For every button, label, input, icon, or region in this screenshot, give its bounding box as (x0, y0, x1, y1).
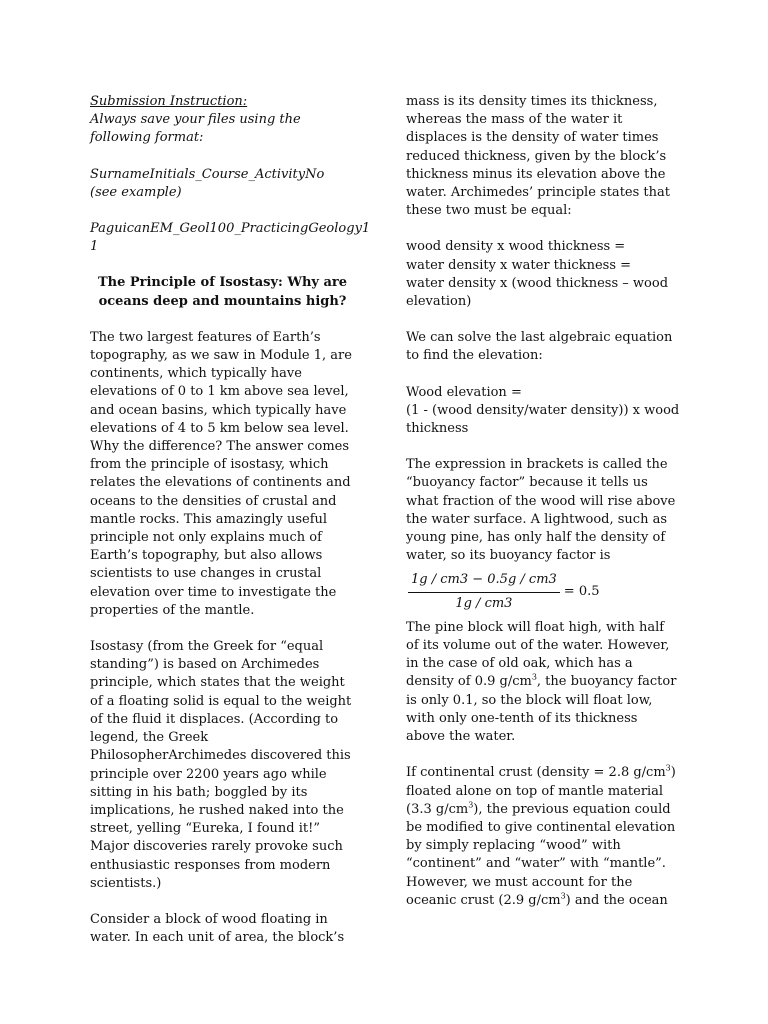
body-paragraph: mass is its density times its thickness, whereas the mass of the water it displaces is the density of water times reduced thickness, given by the block’s thickness minus its elevation above the water. Archimedes’ principle states that these two must be equal: (406, 94, 670, 219)
text-run: ) and the ocean (565, 892, 668, 908)
body-paragraph: The two largest features of Earth’s topography, as we saw in Module 1, are continents, which typically have elevations of 0 to 1 km above sea level, and ocean basins, which typically have elevations of 4 to 5 km below sea level. Why the difference? The answer comes from the principle of isostasy, which relates the elevations of continents and oceans to the densities of crustal and mantle rocks. This amazingly useful principle not only explains much of Earth’s topography, but also allows scientists to use changes in crustal elevation over time to investigate the properties of the mantle. (90, 329, 352, 618)
equation-block (406, 384, 680, 439)
text-run: If continental crust (density = 2.8 g/cm (406, 765, 666, 781)
fraction-numerator: 1g / cm3 − 0.5g / cm3 (408, 571, 560, 592)
text-run: , the buoyancy factor is only 0.1, so the block will float low, with only one-tenth of its thickness above the water. (406, 674, 677, 745)
text-run: ), the previous equation could be modified to give continental elevation by simply replacing “wood” with “continent” and “water” with “mantle”. However, we must account for the oceanic crust (2.9 g/cm (406, 801, 676, 908)
equation-block (406, 238, 680, 311)
body-paragraph (406, 619, 680, 746)
right-column (406, 93, 680, 910)
section-title: The Principle of Isostasy: Why are oceans deep and mountains high? (97, 275, 348, 309)
fraction-result: = 0.5 (563, 584, 600, 600)
fraction-denominator: 1g / cm3 (455, 595, 513, 611)
format-template: SurnameInitials_Course_ActivityNo (see example) (90, 166, 325, 200)
body-paragraph: Isostasy (from the Greek for “equal standing”) is based on Archimedes principle, which states that the weight of a floating solid is equal to the weight of the fluid it displaces. (According to legend, the Greek PhilosopherArchimedes discovered this principle over 2200 years ago while sitting in his bath; boggled by its implications, he rushed naked into the street, yelling “Eureka, I found it!” Major discoveries rarely provoke such enthusiastic responses from modern scientists.) (90, 639, 352, 891)
example-filename: PaguicanEM_Geol100_PracticingGeology1 1 (90, 221, 371, 255)
body-paragraph: We can solve the last algebraic equation to find the elevation: (406, 330, 673, 364)
body-paragraph: The expression in brackets is called the “buoyancy factor” because it tells us what fraction of the wood will rise above the water surface. A lightwood, such as young pine, has only half the density of water, so its buoyancy factor is (406, 457, 676, 564)
equation-line: water density x water thickness = (406, 257, 632, 273)
superscript: 3 (560, 891, 566, 901)
buoyancy-fraction (408, 571, 680, 612)
fraction (408, 571, 560, 612)
superscript: 3 (665, 763, 671, 773)
body-paragraph (406, 764, 680, 910)
equation-line: (1 - (wood density/water density)) x wood thickness (406, 402, 680, 437)
equation-line: Wood elevation = (406, 384, 522, 400)
superscript: 3 (531, 673, 537, 683)
superscript: 3 (468, 800, 474, 810)
submission-heading: Submission Instruction: (90, 94, 248, 109)
equation-line: water density x (wood thickness – wood elevation) (406, 275, 669, 310)
submission-instruction: Always save your files using the following format: (90, 112, 301, 146)
left-column (90, 93, 371, 947)
text-run: ) floated alone on top of mantle material (3.3 g/cm (406, 765, 676, 817)
equation-line: wood density x wood thickness = (406, 239, 626, 255)
text-run: The pine block will float high, with half of its volume out of the water. However, in the case of old oak, which has a density of 0.9 g/cm (406, 619, 670, 690)
body-paragraph: Consider a block of wood floating in water. In each unit of area, the block’s (90, 911, 345, 946)
